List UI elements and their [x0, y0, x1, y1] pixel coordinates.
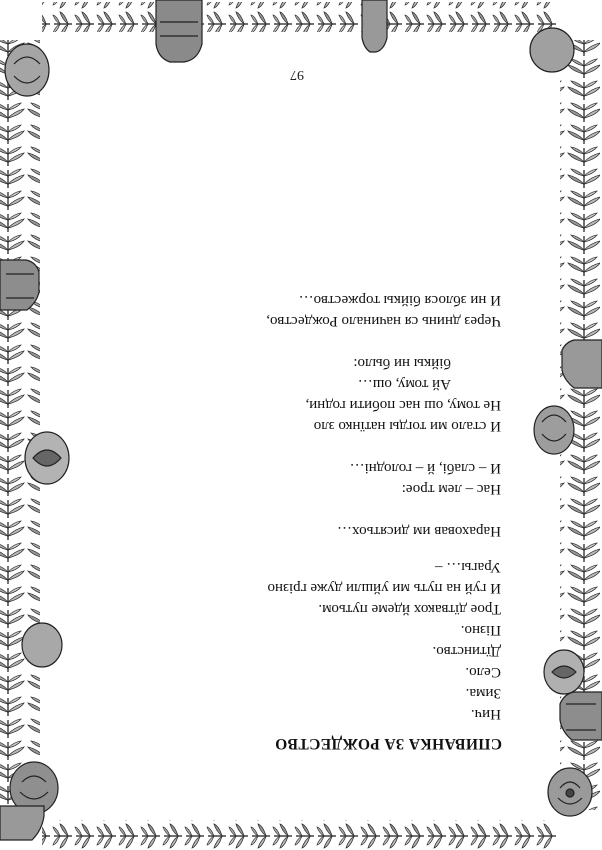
poem-line: Село.: [465, 664, 501, 680]
poem-line: Нич.: [470, 706, 501, 722]
poem-line: Нараховав им дисятьох…: [337, 523, 501, 539]
garland-right: [0, 40, 40, 810]
amulet-ornament: [5, 28, 592, 816]
poem-line: Нас – лем трое:: [401, 481, 501, 497]
poem-line: И ни зблося бійкы торжество…: [298, 292, 501, 308]
poem-line: И – слабі, й – голодні…: [349, 460, 501, 476]
poem-title: СПИВАНКА ЗА РОЖДЕСТВО: [274, 735, 502, 752]
poem-line: Не тому, ош нас побити годни,: [305, 397, 501, 413]
garland-top: [42, 820, 557, 850]
poem-line: Дїтинство.: [432, 643, 501, 659]
poem-line: И гуй на путь ми уйшли дуже грізно: [267, 580, 501, 596]
page-number: 97: [290, 67, 304, 82]
poem-line: Пізно.: [460, 622, 501, 638]
garland-bottom: [42, 2, 557, 32]
poem-line: Через днинь ся начинало Рождество,: [266, 313, 501, 329]
poem-line: Трое дїтвакох йдеме путьом.: [318, 601, 501, 617]
poem-line: бійкы ни было:: [353, 355, 451, 371]
poem-line: И стало ми тогды натїнко зло: [313, 418, 501, 434]
poem-line: Урагы… –: [435, 559, 501, 575]
poem-line: Ай тому, ош…: [357, 376, 451, 392]
poem-line: Зима.: [465, 685, 501, 701]
